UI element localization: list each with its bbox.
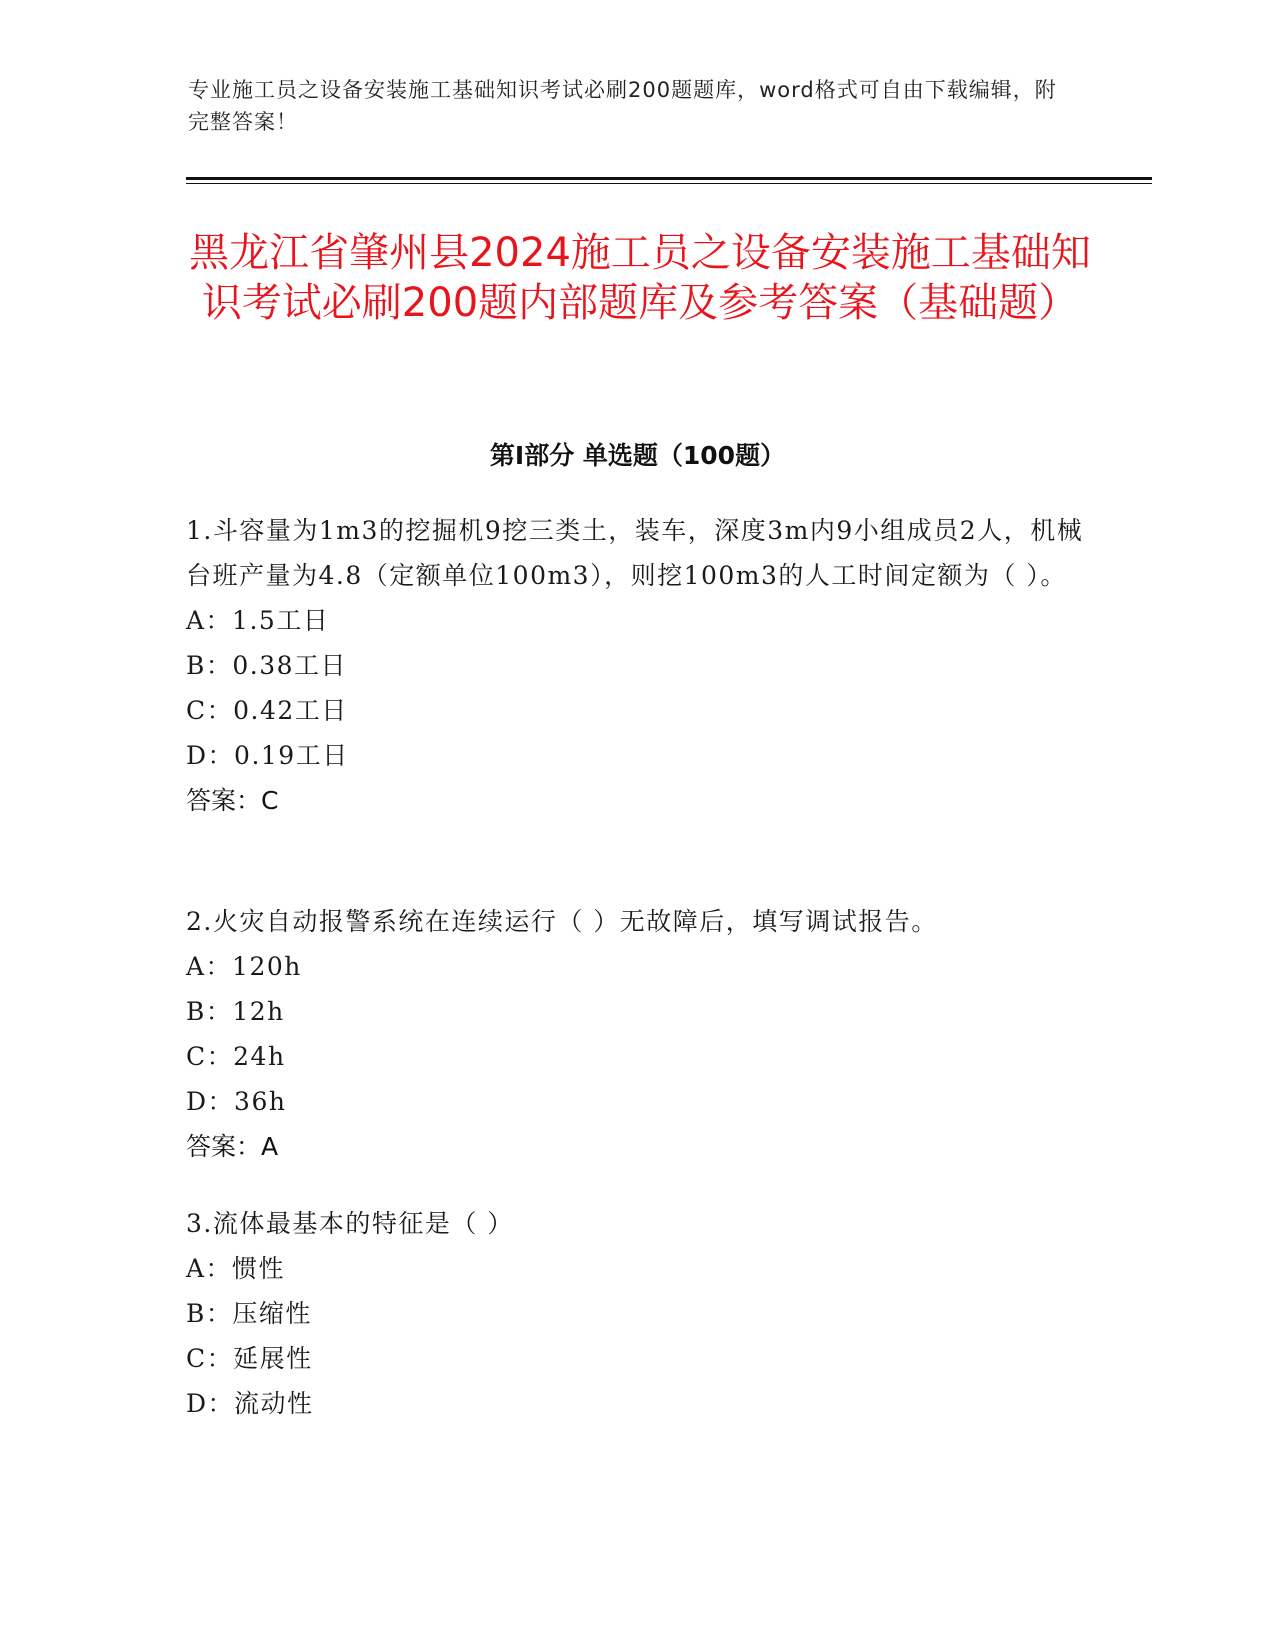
section-heading: 第Ⅰ部分 单选题（100题） bbox=[489, 441, 786, 470]
option-b: B：12h bbox=[186, 997, 285, 1026]
question-text: 2.火灾自动报警系统在连续运行（ ）无故障后，填写调试报告。 bbox=[186, 907, 938, 936]
question-text: 1.斗容量为1m3的挖掘机9挖三类土，装车，深度3m内9小组成员2人，机械台班产量为4.8（定额单位100m3），则挖100m3的人工时间定额为（ ）。 bbox=[186, 516, 1084, 590]
answer: 答案：C bbox=[186, 786, 279, 815]
header-rule-thick bbox=[186, 177, 1152, 180]
option-c: C：延展性 bbox=[186, 1344, 313, 1373]
header-rule-thin bbox=[186, 183, 1152, 184]
option-a: A：惯性 bbox=[186, 1254, 286, 1283]
option-d: D：流动性 bbox=[186, 1389, 314, 1418]
option-a: A：120h bbox=[186, 952, 302, 981]
option-a: A：1.5工日 bbox=[186, 606, 330, 635]
option-d: D：36h bbox=[186, 1087, 287, 1116]
option-c: C：24h bbox=[186, 1042, 286, 1071]
question-text: 3.流体最基本的特征是（ ） bbox=[186, 1209, 514, 1238]
question-3 bbox=[186, 1201, 1086, 1426]
answer: 答案：A bbox=[186, 1132, 279, 1161]
document-title: 黑龙江省肇州县2024施工员之设备安装施工基础知识考试必刷200题内部题库及参考答案（基础题） bbox=[189, 230, 1091, 326]
option-d: D：0.19工日 bbox=[186, 741, 349, 770]
option-b: B：0.38工日 bbox=[186, 651, 348, 680]
option-c: C：0.42工日 bbox=[186, 696, 348, 725]
option-b: B：压缩性 bbox=[186, 1299, 312, 1328]
header-note: 专业施工员之设备安装施工基础知识考试必刷200题题库，word格式可自由下载编辑，附完整答案！ bbox=[188, 78, 1057, 134]
question-2 bbox=[186, 899, 1086, 1169]
question-1 bbox=[186, 508, 1086, 823]
